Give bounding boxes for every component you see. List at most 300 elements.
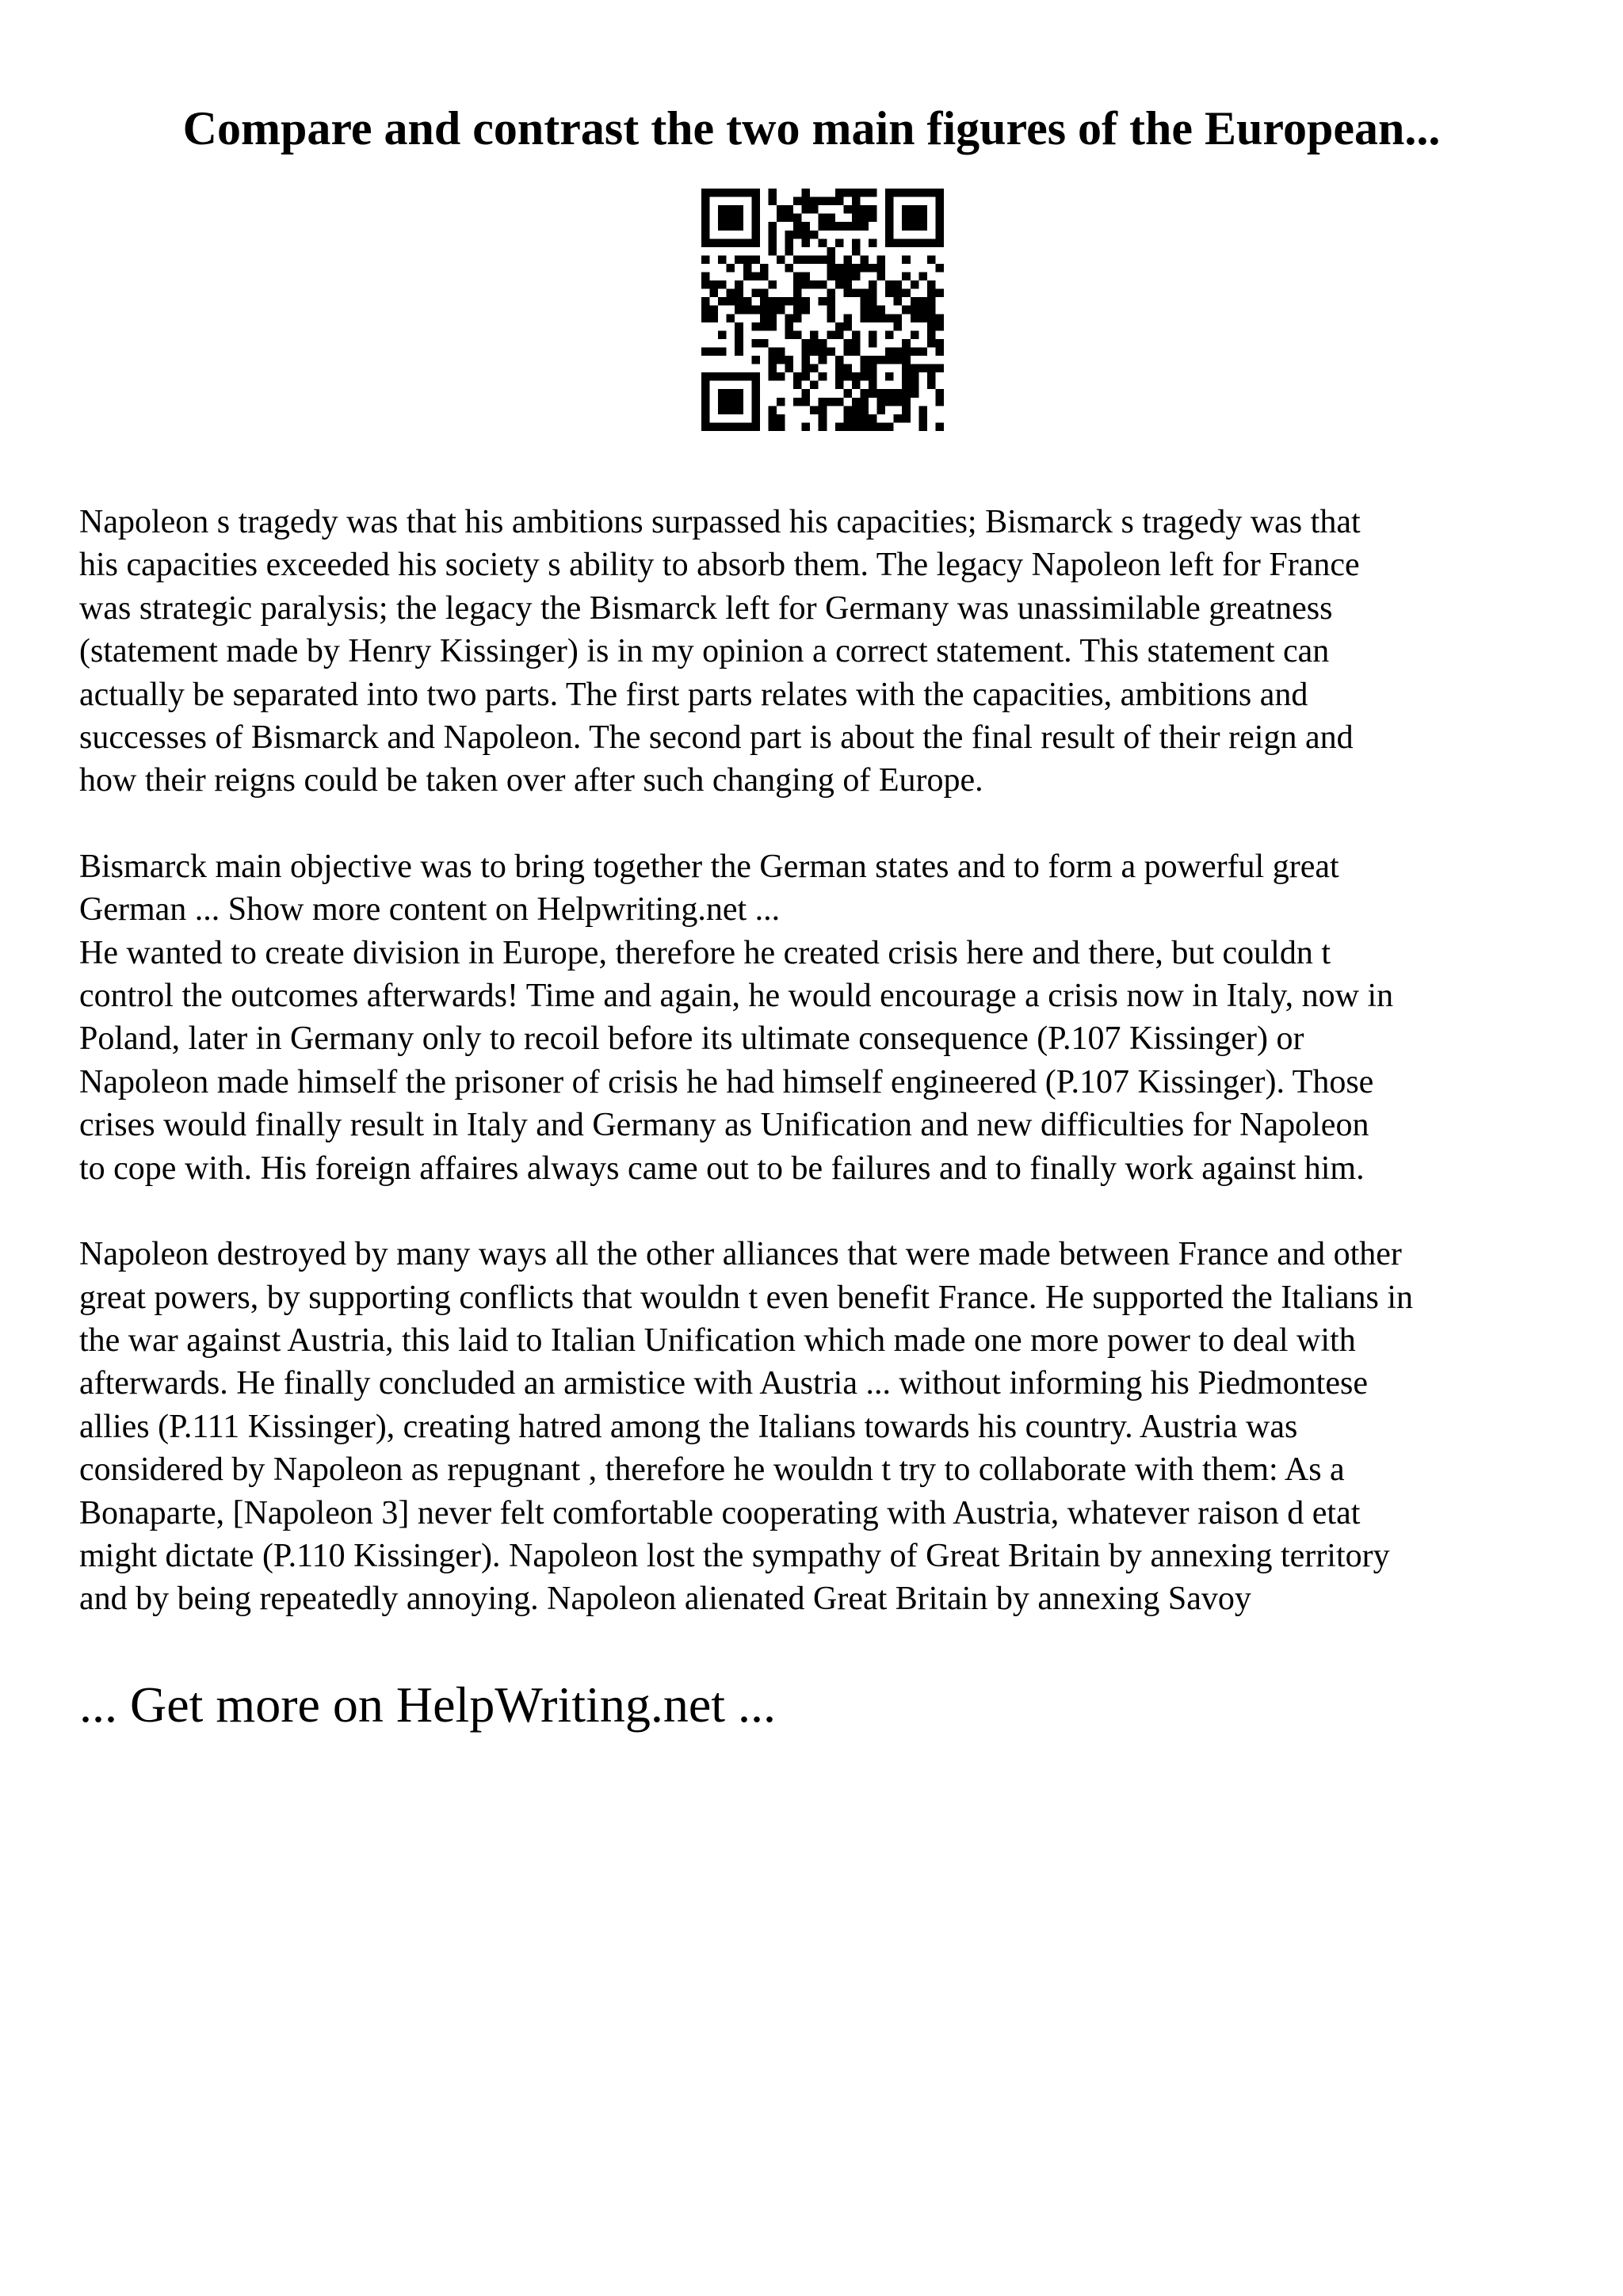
qr-module — [869, 389, 877, 398]
qr-module — [768, 280, 777, 289]
qr-module — [877, 273, 886, 281]
qr-module — [918, 406, 927, 414]
qr-module — [701, 381, 710, 390]
text-line: allies (P.111 Kissinger), creating hatred among the Italians towards his country. Austria was — [79, 1408, 1298, 1445]
qr-module — [852, 289, 861, 298]
qr-module — [843, 264, 852, 273]
qr-module — [927, 255, 936, 264]
qr-module — [935, 214, 944, 223]
qr-module — [802, 280, 811, 289]
qr-module — [793, 381, 802, 390]
qr-module — [819, 422, 827, 431]
qr-module — [760, 306, 769, 315]
qr-module — [869, 297, 877, 306]
qr-module — [810, 231, 819, 239]
qr-module — [885, 356, 894, 364]
qr-module — [860, 372, 869, 381]
qr-module — [751, 289, 760, 298]
qr-module — [827, 289, 835, 298]
qr-module — [777, 255, 785, 264]
qr-module — [727, 422, 735, 431]
qr-module — [701, 389, 710, 398]
qr-module — [701, 231, 710, 239]
qr-module — [918, 189, 927, 197]
qr-module — [802, 255, 811, 264]
qr-module — [902, 389, 911, 398]
qr-module — [843, 339, 852, 348]
qr-module — [911, 347, 919, 356]
qr-module — [810, 330, 819, 339]
qr-module — [885, 197, 894, 206]
qr-module — [827, 314, 835, 322]
qr-module — [902, 381, 911, 390]
qr-module — [701, 422, 710, 431]
qr-module — [810, 406, 819, 414]
qr-module — [785, 214, 794, 223]
text-line: might dictate (P.110 Kissinger). Napoleon lost the sympathy of Great Britain by annexing territory — [79, 1537, 1390, 1574]
qr-module — [743, 189, 752, 197]
qr-module — [935, 364, 944, 373]
qr-module — [751, 189, 760, 197]
qr-module — [735, 347, 743, 356]
qr-module — [810, 205, 819, 214]
qr-module — [918, 306, 927, 315]
qr-module — [735, 372, 743, 381]
qr-module — [751, 356, 760, 364]
qr-module — [802, 422, 811, 431]
qr-module — [701, 406, 710, 414]
qr-module — [760, 297, 769, 306]
qr-module — [835, 398, 844, 406]
qr-module — [735, 189, 743, 197]
article-body — [79, 501, 1569, 1621]
qr-module — [860, 306, 869, 315]
qr-module — [768, 231, 777, 239]
qr-module — [885, 422, 894, 431]
qr-module — [718, 330, 727, 339]
qr-module — [911, 205, 919, 214]
qr-module — [885, 222, 894, 231]
qr-module — [860, 406, 869, 414]
qr-module — [701, 189, 710, 197]
qr-module — [810, 280, 819, 289]
paragraph-1 — [79, 501, 1569, 803]
qr-module — [751, 214, 760, 223]
qr-module — [918, 297, 927, 306]
qr-module — [751, 398, 760, 406]
text-line: Napoleon made himself the prisoner of crisis he had himself engineered (P.107 Kissinger). Those — [79, 1063, 1374, 1100]
qr-module — [710, 347, 719, 356]
qr-module — [902, 339, 911, 348]
qr-module — [835, 372, 844, 381]
qr-module — [768, 297, 777, 306]
qr-module — [735, 238, 743, 247]
qr-module — [735, 306, 743, 315]
qr-module — [785, 356, 794, 364]
qr-module — [902, 356, 911, 364]
qr-module — [710, 306, 719, 315]
qr-module — [935, 389, 944, 398]
qr-module — [819, 197, 827, 206]
qr-module — [902, 364, 911, 373]
qr-module — [768, 422, 777, 431]
qr-module — [869, 314, 877, 322]
qr-module — [819, 238, 827, 247]
qr-module — [777, 422, 785, 431]
qr-module — [843, 422, 852, 431]
qr-module — [701, 347, 710, 356]
qr-module — [718, 422, 727, 431]
qr-module — [735, 222, 743, 231]
qr-module — [701, 414, 710, 423]
qr-module — [701, 197, 710, 206]
qr-module — [793, 398, 802, 406]
qr-module — [751, 306, 760, 315]
qr-module — [735, 398, 743, 406]
qr-module — [735, 330, 743, 339]
qr-module — [852, 205, 861, 214]
qr-module — [894, 297, 903, 306]
qr-module — [902, 273, 911, 281]
qr-module — [751, 414, 760, 423]
qr-module — [843, 255, 852, 264]
qr-module — [802, 347, 811, 356]
qr-module — [869, 339, 877, 348]
text-line: Napoleon destroyed by many ways all the other alliances that were made between France and other — [79, 1236, 1402, 1273]
qr-module — [768, 222, 777, 231]
qr-module — [802, 356, 811, 364]
qr-module — [911, 306, 919, 315]
qr-module — [802, 389, 811, 398]
qr-module — [869, 372, 877, 381]
qr-module — [852, 372, 861, 381]
qr-module — [835, 364, 844, 373]
qr-module — [860, 189, 869, 197]
qr-module — [935, 398, 944, 406]
qr-module — [777, 297, 785, 306]
qr-module — [852, 422, 861, 431]
text-line: was strategic paralysis; the legacy the Bismarck left for Germany was unassimilable greatness — [79, 589, 1333, 627]
qr-module — [727, 389, 735, 398]
qr-module — [860, 414, 869, 423]
qr-module — [743, 306, 752, 315]
text-line: Bismarck main objective was to bring together the German states and to form a powerful great — [79, 848, 1339, 885]
qr-module — [793, 231, 802, 239]
qr-module — [852, 264, 861, 273]
qr-module — [902, 398, 911, 406]
qr-module — [735, 339, 743, 348]
qr-module — [927, 339, 936, 348]
qr-module — [918, 238, 927, 247]
qr-module — [885, 238, 894, 247]
qr-module — [768, 306, 777, 315]
qr-module — [727, 372, 735, 381]
qr-module — [701, 314, 710, 322]
qr-module — [843, 414, 852, 423]
qr-module — [918, 364, 927, 373]
qr-module — [911, 389, 919, 398]
qr-module — [869, 330, 877, 339]
qr-module — [835, 280, 844, 289]
qr-module — [927, 372, 936, 381]
qr-module — [877, 255, 886, 264]
qr-module — [768, 347, 777, 356]
qr-module — [827, 255, 835, 264]
qr-module — [827, 306, 835, 315]
qr-module — [894, 356, 903, 364]
qr-module — [727, 314, 735, 322]
qr-module — [777, 398, 785, 406]
qr-module — [894, 189, 903, 197]
qr-module — [751, 238, 760, 247]
qr-module — [835, 189, 844, 197]
qr-module — [927, 364, 936, 373]
paragraph-spacer — [79, 803, 1569, 845]
qr-module — [760, 264, 769, 273]
qr-module — [835, 422, 844, 431]
qr-module — [751, 197, 760, 206]
text-line: (statement made by Henry Kissinger) is in my opinion a correct statement. This statement can — [79, 633, 1330, 670]
qr-module — [802, 222, 811, 231]
qr-module — [927, 314, 936, 322]
qr-module — [911, 381, 919, 390]
text-line: German ... Show more content on Helpwriting.net ... — [79, 891, 781, 929]
qr-module — [793, 289, 802, 298]
qr-module — [760, 314, 769, 322]
qr-module — [860, 398, 869, 406]
qr-module — [819, 356, 827, 364]
qr-module — [869, 264, 877, 273]
qr-module — [802, 205, 811, 214]
qr-module — [843, 389, 852, 398]
qr-module — [710, 422, 719, 431]
qr-module — [718, 189, 727, 197]
qr-module — [710, 314, 719, 322]
qr-module — [827, 222, 835, 231]
qr-module — [768, 322, 777, 331]
qr-module — [743, 273, 752, 281]
qr-module — [835, 197, 844, 206]
qr-module — [927, 322, 936, 331]
qr-module — [701, 273, 710, 281]
qr-module — [810, 197, 819, 206]
qr-module — [935, 189, 944, 197]
text-line: afterwards. He finally concluded an armistice with Austria ... without informing his Piedmontese — [79, 1365, 1368, 1402]
text-line: actually be separated into two parts. The first parts relates with the capacities, ambitions and — [79, 676, 1308, 713]
qr-module — [860, 264, 869, 273]
qr-module — [802, 306, 811, 315]
qr-module — [802, 238, 811, 247]
qr-module — [777, 372, 785, 381]
paragraph-spacer — [79, 1190, 1569, 1233]
get-more-link[interactable]: ... Get more on HelpWriting.net ... — [79, 1676, 776, 1733]
qr-module — [743, 422, 752, 431]
qr-module — [760, 339, 769, 348]
qr-module — [768, 197, 777, 206]
qr-module — [911, 280, 919, 289]
qr-module — [835, 222, 844, 231]
qr-module — [793, 297, 802, 306]
qr-module — [843, 273, 852, 281]
qr-module — [835, 264, 844, 273]
qr-module — [718, 255, 727, 264]
qr-module — [785, 238, 794, 247]
qr-module — [852, 189, 861, 197]
qr-module — [852, 381, 861, 390]
qr-module — [869, 414, 877, 423]
qr-module — [927, 189, 936, 197]
qr-module — [835, 330, 844, 339]
qr-module — [819, 372, 827, 381]
qr-module — [835, 273, 844, 281]
qr-module — [911, 372, 919, 381]
qr-module — [727, 214, 735, 223]
qr-module — [894, 414, 903, 423]
qr-module — [777, 347, 785, 356]
qr-module — [877, 398, 886, 406]
qr-module — [911, 297, 919, 306]
qr-module — [935, 347, 944, 356]
qr-module — [819, 214, 827, 223]
qr-module — [852, 197, 861, 206]
qr-module — [843, 205, 852, 214]
qr-module — [802, 364, 811, 373]
qr-module — [810, 364, 819, 373]
qr-module — [911, 364, 919, 373]
qr-module — [701, 372, 710, 381]
qr-module — [869, 289, 877, 298]
qr-module — [902, 414, 911, 423]
qr-module — [718, 238, 727, 247]
qr-module — [902, 214, 911, 223]
qr-module — [827, 330, 835, 339]
qr-module — [701, 297, 710, 306]
qr-module — [860, 289, 869, 298]
qr-module — [860, 356, 869, 364]
qr-module — [743, 238, 752, 247]
qr-module — [710, 238, 719, 247]
text-line: the war against Austria, this laid to Italian Unification which made one more power to deal with — [79, 1322, 1356, 1359]
qr-module — [902, 406, 911, 414]
qr-module — [777, 414, 785, 423]
qr-module — [810, 339, 819, 348]
qr-module — [810, 381, 819, 390]
qr-module — [735, 255, 743, 264]
qr-module — [918, 214, 927, 223]
qr-module — [793, 273, 802, 281]
qr-module — [793, 222, 802, 231]
qr-module — [735, 289, 743, 298]
qr-module — [885, 280, 894, 289]
document-title: Compare and contrast the two main figures of the European... — [182, 102, 1441, 154]
qr-module — [843, 222, 852, 231]
qr-module — [918, 422, 927, 431]
text-line: and by being repeatedly annoying. Napoleon alienated Great Britain by annexing Savoy — [79, 1581, 1251, 1618]
qr-module — [718, 280, 727, 289]
qr-module — [718, 297, 727, 306]
qr-module — [885, 398, 894, 406]
qr-module — [869, 189, 877, 197]
qr-module — [827, 273, 835, 281]
qr-module — [877, 306, 886, 315]
qr-module — [869, 422, 877, 431]
qr-module — [894, 389, 903, 398]
qr-module — [918, 205, 927, 214]
qr-module — [743, 264, 752, 273]
qr-module — [768, 364, 777, 373]
qr-module — [735, 422, 743, 431]
qr-module — [860, 314, 869, 322]
qr-module — [827, 398, 835, 406]
qr-module — [727, 238, 735, 247]
qr-module — [751, 231, 760, 239]
text-line: great powers, by supporting conflicts that wouldn t even benefit France. He supported the Italians in — [79, 1279, 1414, 1316]
qr-module — [777, 205, 785, 214]
qr-module — [710, 280, 719, 289]
qr-module — [793, 306, 802, 315]
qr-module — [727, 406, 735, 414]
qr-module — [852, 347, 861, 356]
text-line: his capacities exceeded his society s ability to absorb them. The legacy Napoleon left for France — [79, 547, 1360, 584]
qr-module — [751, 381, 760, 390]
qr-module — [810, 347, 819, 356]
qr-module — [768, 414, 777, 423]
qr-module — [751, 205, 760, 214]
qr-module — [843, 372, 852, 381]
qr-module — [760, 322, 769, 331]
qr-module — [727, 189, 735, 197]
qr-module — [902, 306, 911, 315]
qr-module — [877, 356, 886, 364]
qr-module — [835, 322, 844, 331]
text-line: considered by Napoleon as repugnant , therefore he wouldn t try to collaborate with them: As a — [79, 1451, 1345, 1489]
qr-module — [835, 356, 844, 364]
qr-module — [935, 264, 944, 273]
qr-module — [935, 222, 944, 231]
qr-module — [885, 189, 894, 197]
qr-module — [894, 322, 903, 331]
qr-module — [785, 330, 794, 339]
qr-module — [735, 297, 743, 306]
qr-module — [751, 389, 760, 398]
qr-module — [751, 339, 760, 348]
text-line: control the outcomes afterwards! Time and again, he would encourage a crisis now in Italy, now in — [79, 978, 1394, 1015]
qr-module — [701, 238, 710, 247]
qr-module — [835, 238, 844, 247]
qr-module — [852, 238, 861, 247]
qr-module — [935, 231, 944, 239]
text-line: crises would finally result in Italy and Germany as Unification and new difficulties for Napoleon — [79, 1107, 1369, 1144]
qr-module — [902, 222, 911, 231]
qr-module — [885, 389, 894, 398]
qr-module — [935, 238, 944, 247]
qr-module — [902, 238, 911, 247]
qr-module — [701, 214, 710, 223]
qr-module — [911, 330, 919, 339]
qr-module — [918, 347, 927, 356]
qr-module — [768, 238, 777, 247]
qr-module — [885, 214, 894, 223]
qr-module — [927, 280, 936, 289]
qr-module — [768, 247, 777, 256]
qr-module — [768, 372, 777, 381]
qr-module — [793, 330, 802, 339]
qr-module — [918, 222, 927, 231]
qr-module — [885, 231, 894, 239]
qr-module — [852, 414, 861, 423]
qr-module — [735, 214, 743, 223]
qr-module — [902, 205, 911, 214]
